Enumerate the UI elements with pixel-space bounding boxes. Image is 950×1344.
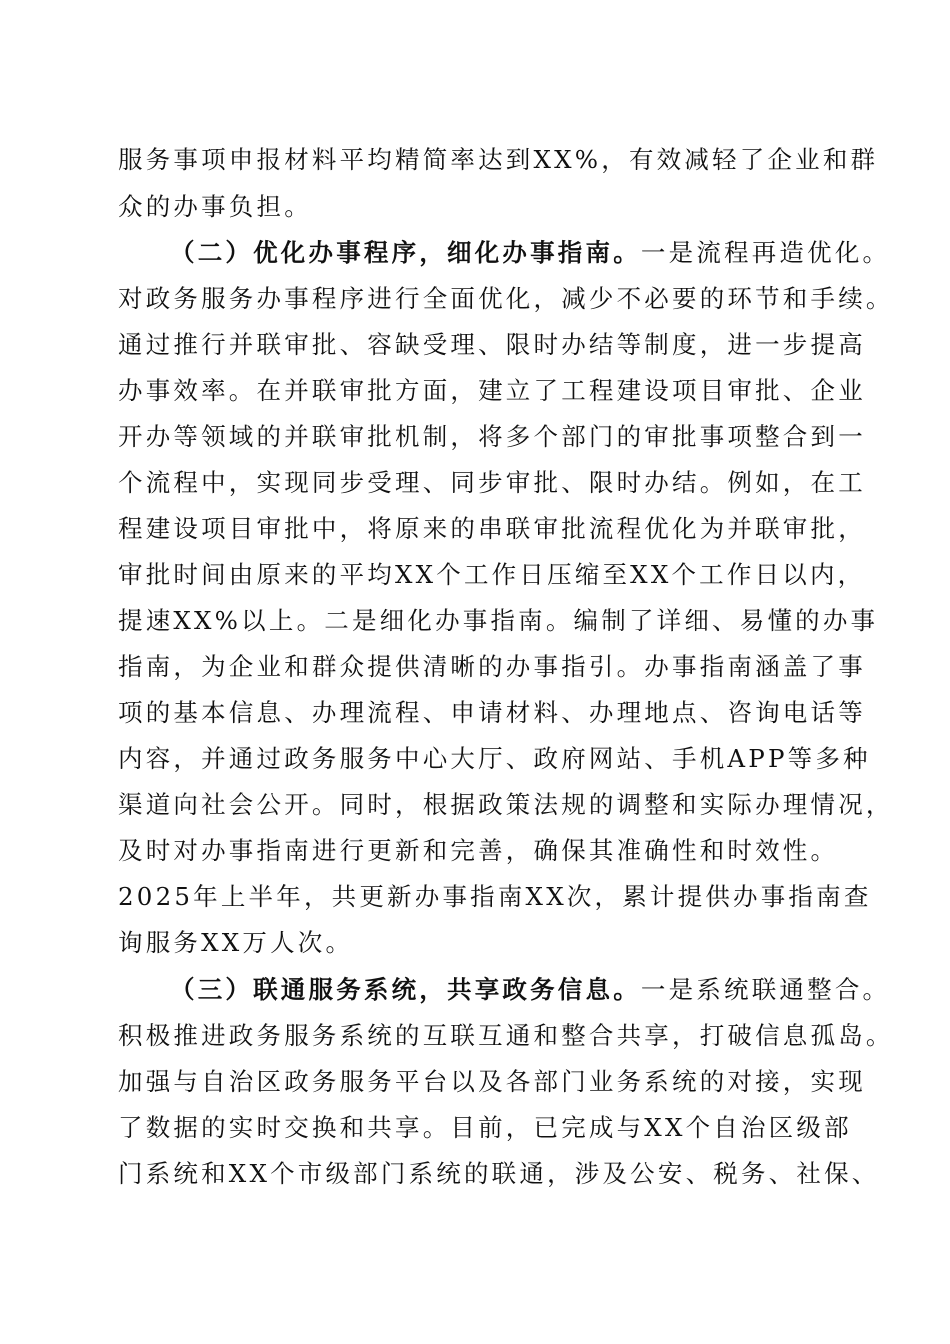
text-line: 通过推行并联审批、容缺受理、限时办结等制度，进一步提高	[118, 330, 866, 359]
text-line: 了数据的实时交换和共享。目前，已完成与XX个自治区级部	[118, 1113, 852, 1142]
text-line: 及时对办事指南进行更新和完善，确保其准确性和时效性。	[118, 836, 839, 865]
text-line: 指南，为企业和群众提供清晰的办事指引。办事指南涵盖了事	[118, 652, 866, 681]
section-3-heading: 联通服务系统，共享政务信息。	[253, 975, 641, 1004]
section-2-heading: 优化办事程序，细化办事指南。	[253, 238, 641, 267]
text-line: 程建设项目审批中，将原来的串联审批流程优化为并联审批，	[118, 514, 866, 543]
text-line: 内容，并通过政务服务中心大厅、政府网站、手机APP等多种	[118, 744, 871, 773]
section-2-line	[170, 238, 890, 268]
text-line: 项的基本信息、办理流程、申请材料、办理地点、咨询电话等	[118, 698, 866, 727]
text-line: 提速XX%以上。二是细化办事指南。编制了详细、易懂的办事	[118, 606, 879, 635]
text-line: 询服务XX万人次。	[118, 928, 354, 957]
text-line: 门系统和XX个市级部门系统的联通，涉及公安、税务、社保、	[118, 1159, 880, 1188]
text-line: 开办等领域的并联审批机制，将多个部门的审批事项整合到一	[118, 422, 866, 451]
section-2-first-point: 一是流程再造优化。	[640, 238, 891, 267]
text-line: 2025年上半年，共更新办事指南XX次，累计提供办事指南查	[118, 882, 872, 911]
section-2-number: （二）	[170, 238, 254, 267]
text-line: 个流程中，实现同步受理、同步审批、限时办结。例如，在工	[118, 468, 866, 497]
section-3-first-point: 一是系统联通整合。	[640, 975, 891, 1004]
text-line: 审批时间由原来的平均XX个工作日压缩至XX个工作日以内，	[118, 560, 866, 589]
section-3-number: （三）	[170, 975, 254, 1004]
text-line: 对政务服务办事程序进行全面优化，减少不必要的环节和手续。	[118, 284, 894, 313]
text-line: 加强与自治区政务服务平台以及各部门业务系统的对接，实现	[118, 1067, 866, 1096]
text-line: 积极推进政务服务系统的互联互通和整合共享，打破信息孤岛。	[118, 1021, 894, 1050]
text-line: 办事效率。在并联审批方面，建立了工程建设项目审批、企业	[118, 376, 866, 405]
section-3-line	[170, 975, 890, 1005]
text-line: 众的办事负担。	[118, 192, 312, 221]
text-line: 渠道向社会公开。同时，根据政策法规的调整和实际办理情况，	[118, 790, 894, 819]
text-line: 服务事项申报材料平均精简率达到XX%，有效减轻了企业和群	[118, 145, 879, 174]
